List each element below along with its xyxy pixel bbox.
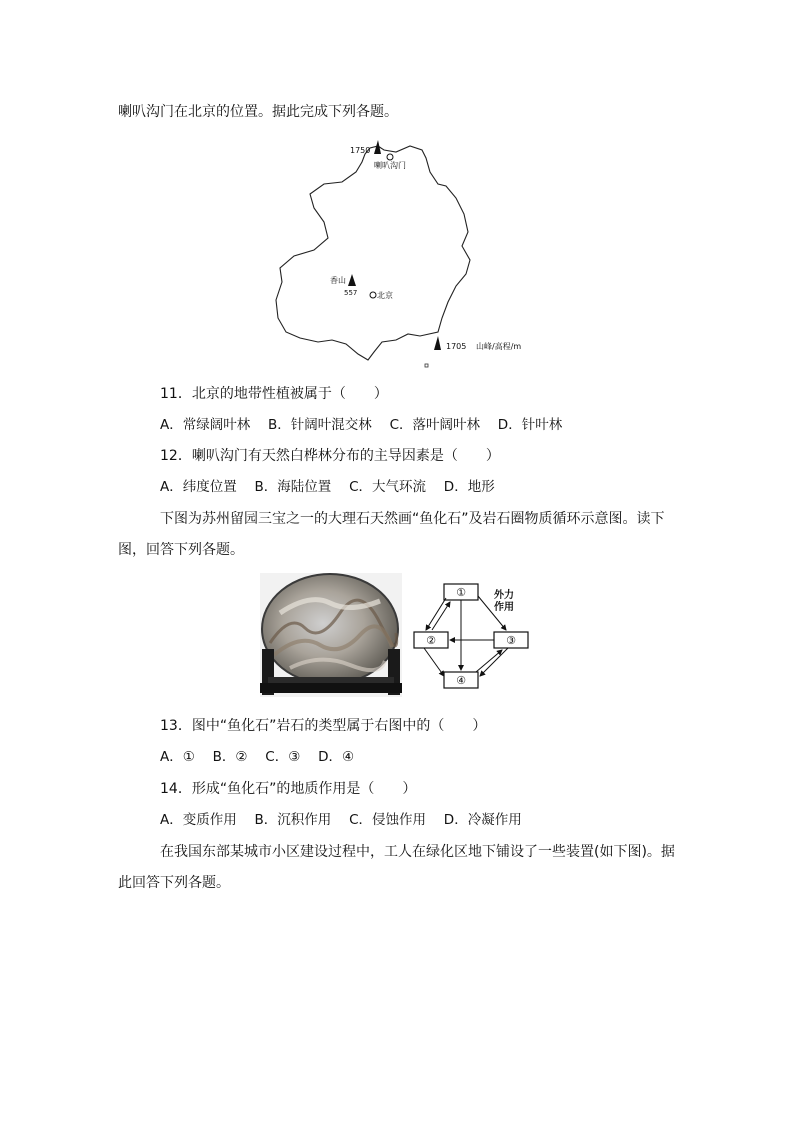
question-14-options: A．变质作用 B．沉积作用 C．侵蚀作用 D．冷凝作用 [160, 812, 522, 828]
fish-fossil-stone-photo [260, 573, 402, 697]
external-force-label-2: 作用 [494, 602, 514, 613]
legend-caption: 山峰/高程/m [476, 342, 522, 351]
cycle-node-3: ③ [506, 634, 516, 647]
labagoumen-label: 喇叭沟门 [374, 161, 406, 170]
peak-north-elevation: 1750 [350, 146, 371, 155]
beijing-map [270, 136, 540, 368]
intro-paragraph-2-line2: 图，回答下列各题。 [118, 542, 244, 558]
question-14-stem: 14．形成“鱼化石”的地质作用是（ ） [160, 781, 417, 797]
xiangshan-peak-icon [348, 274, 356, 286]
question-13-stem: 13．图中“鱼化石”岩石的类型属于右图中的（ ） [160, 718, 487, 734]
labagoumen-marker [387, 154, 393, 160]
question-11-options: A．常绿阔叶林 B．针阔叶混交林 C．落叶阔叶林 D．针叶林 [160, 417, 563, 433]
intro-paragraph-3-line2: 此回答下列各题。 [118, 875, 230, 891]
intro-paragraph-3-line1: 在我国东部某城市小区建设过程中，工人在绿化区地下铺设了一些装置(如下图)。据 [160, 844, 675, 860]
beijing-boundary [276, 146, 470, 360]
rock-cycle-diagram [410, 578, 538, 696]
intro-paragraph-2-line1: 下图为苏州留园三宝之一的大理石天然画“鱼化石”及岩石圈物质循环示意图。读下 [160, 511, 665, 527]
external-force-label-1: 外力 [494, 590, 514, 601]
cycle-node-1: ① [456, 586, 466, 599]
map-small-square [425, 364, 428, 367]
question-13-options: A．① B．② C．③ D．④ [160, 749, 355, 765]
legend-elevation: 1705 [446, 342, 467, 351]
question-11-stem: 11．北京的地带性植被属于（ ） [160, 386, 388, 402]
beijing-label: 北京 [377, 291, 393, 300]
xiangshan-elevation: 557 [344, 289, 358, 297]
cycle-node-4: ④ [456, 674, 466, 687]
question-12-stem: 12．喇叭沟门有天然白桦林分布的主导因素是（ ） [160, 448, 500, 464]
cycle-node-2: ② [426, 634, 436, 647]
question-12-options: A．纬度位置 B．海陆位置 C．大气环流 D．地形 [160, 479, 495, 495]
intro-paragraph-1: 喇叭沟门在北京的位置。据此完成下列各题。 [118, 104, 398, 120]
beijing-city-marker [370, 292, 376, 298]
legend-peak-icon [434, 336, 441, 350]
xiangshan-label: 香山 [330, 276, 346, 285]
